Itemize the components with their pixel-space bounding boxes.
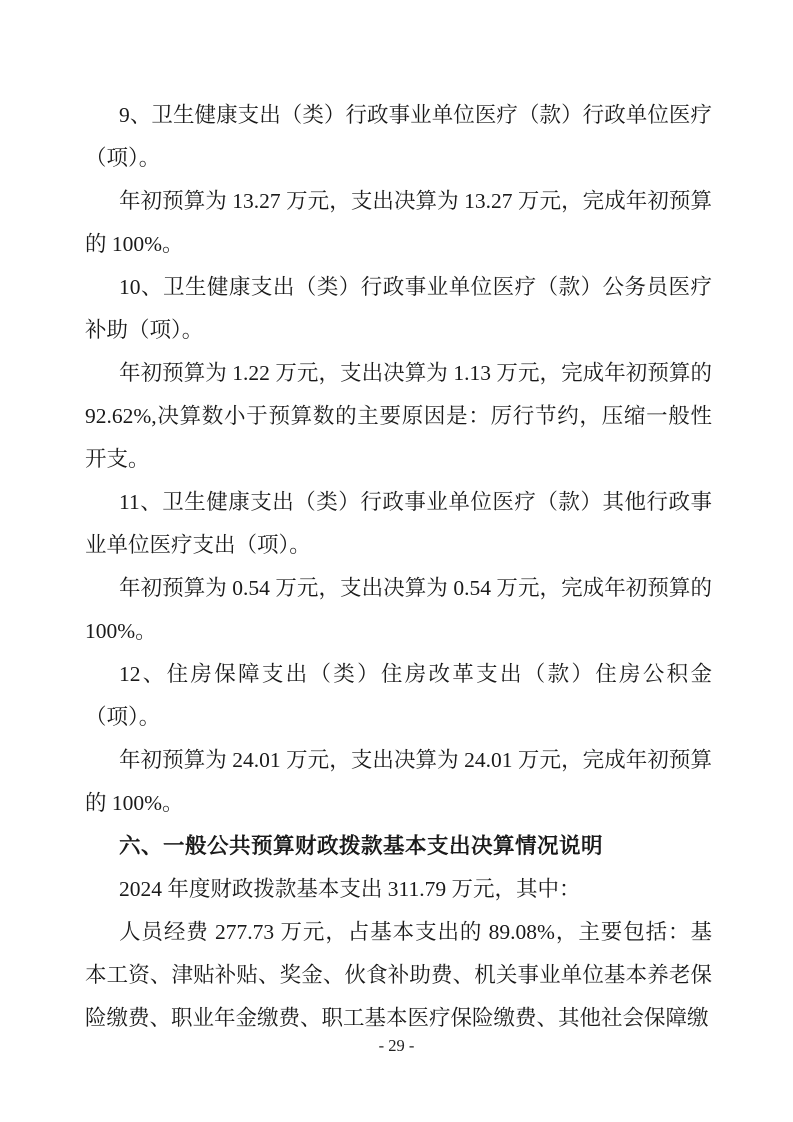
paragraph: 12、住房保障支出（类）住房改革支出（款）住房公积金（项）。 <box>85 662 712 729</box>
document-content <box>85 94 712 1040</box>
paragraph: 年初预算为 1.22 万元，支出决算为 1.13 万元，完成年初预算的 92.62%,决算数小于预算数的主要原因是：厉行节约，压缩一般性开支。 <box>85 361 712 471</box>
page-number: - 29 - <box>378 1036 415 1055</box>
paragraph: 年初预算为 13.27 万元，支出决算为 13.27 万元，完成年初预算的 100%。 <box>85 189 712 256</box>
paragraph: 10、卫生健康支出（类）行政事业单位医疗（款）公务员医疗补助（项）。 <box>85 275 712 342</box>
paragraph: 年初预算为 0.54 万元，支出决算为 0.54 万元，完成年初预算的 100%。 <box>85 576 712 643</box>
paragraph: 年初预算为 24.01 万元，支出决算为 24.01 万元，完成年初预算的 100%。 <box>85 748 712 815</box>
paragraph: 人员经费 277.73 万元，占基本支出的 89.08%，主要包括：基本工资、津贴补贴、奖金、伙食补助费、机关事业单位基本养老保险缴费、职业年金缴费、职工基本医疗保险缴费、其他社会保障缴 <box>85 920 712 1030</box>
section-heading: 六、一般公共预算财政拨款基本支出决算情况说明 <box>119 834 604 858</box>
paragraph: 11、卫生健康支出（类）行政事业单位医疗（款）其他行政事业单位医疗支出（项）。 <box>85 490 712 557</box>
page-footer <box>0 1034 793 1058</box>
paragraph: 2024 年度财政拨款基本支出 311.79 万元，其中： <box>119 877 581 901</box>
paragraph: 9、卫生健康支出（类）行政事业单位医疗（款）行政单位医疗（项）。 <box>85 103 712 170</box>
